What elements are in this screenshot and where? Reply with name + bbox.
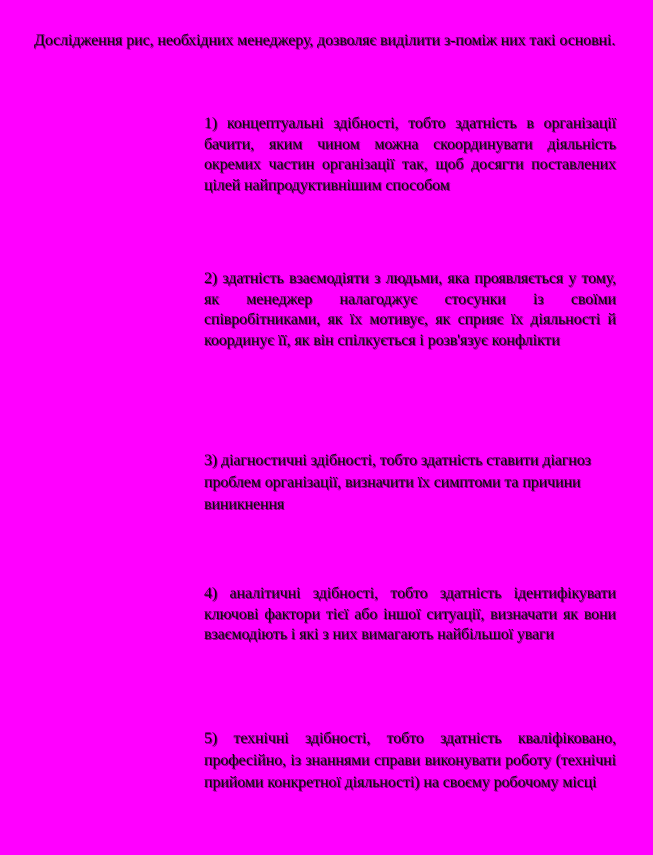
ability-item-interpersonal: 2) здатність взаємодіяти з людьми, яка проявляється у тому, як менеджер налагоджує стосунки із своїми співробітниками, як їх мотивує, як сприяє їх діяльності й координує її, як він спілкується і розв'язує конфлікти <box>204 270 616 349</box>
ability-item-technical: 5) технічні здібності, тобто здатність кваліфіковано, професійно, із знаннями справи виконувати роботу (технічні прийоми конкретної діяльності) на своєму робочому місці <box>204 730 616 791</box>
ability-item-analytical: 4) аналітичні здібності, тобто здатність ідентифікувати ключові фактори тієї або іншої ситуації, визначати як вони взаємодіють і які з них вимагають найбільшої уваги <box>204 585 616 643</box>
ability-item-conceptual: 1) концептуальні здібності, тобто здатність в організації бачити, яким чином можна скоординувати діяльність окремих частин організації так, щоб досягти поставлених цілей найпродуктивнішим способом <box>204 115 616 194</box>
intro-paragraph: Дослідження рис, необхідних менеджеру, дозволяє виділити з-поміж них такі основні. <box>34 32 616 49</box>
ability-item-diagnostic: 3) діагностичні здібності, тобто здатність ставити діагноз проблем організації, визначити їх симптоми та причини виникнення <box>204 452 591 513</box>
